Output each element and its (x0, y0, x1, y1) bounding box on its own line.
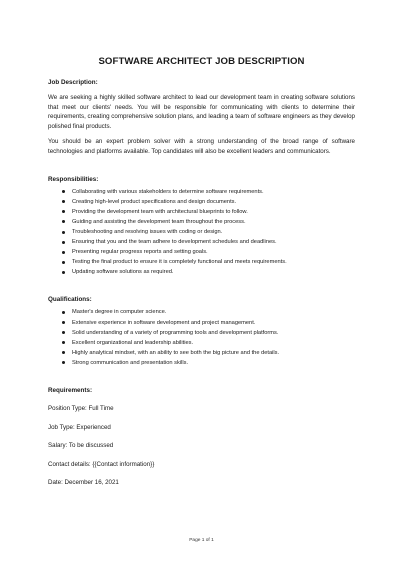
qualifications-list (48, 307, 355, 368)
bullet-icon (62, 331, 65, 334)
list-item: Ensuring that you and the team adhere to development schedules and deadlines. (62, 237, 355, 247)
list-item: Providing the development team with architectural blueprints to follow. (62, 207, 355, 217)
job-description-paragraph: You should be an expert problem solver with a strong understanding of the broad range of software technologies and platforms available. Top candidates will also be excellent leaders and communicators. (48, 138, 355, 155)
bullet-icon (62, 190, 65, 193)
requirements-heading: Requirements: (48, 386, 93, 394)
job-description-paragraph: We are seeking a highly skilled software architect to lead our development team in creating software solutions that meet our clients' needs. You will be responsible for communicating with clients to determine their requirements, creating comprehensive solution plans, and leading a team of software engineers as they develop polished final products. (48, 94, 355, 130)
list-item: Troubleshooting and resolving issues with coding or design. (62, 227, 355, 237)
bullet-icon (62, 200, 65, 203)
bullet-icon (62, 311, 65, 314)
list-item: Master's degree in computer science. (62, 307, 355, 317)
list-item: Presenting regular progress reports and setting goals. (62, 247, 355, 257)
bullet-icon (62, 341, 65, 344)
list-item: Solid understanding of a variety of programming tools and development platforms. (62, 328, 355, 338)
bullet-icon (62, 271, 65, 274)
bullet-icon (62, 351, 65, 354)
page-number-footer: Page 1 of 1 (189, 538, 214, 543)
bullet-icon (62, 231, 65, 234)
responsibilities-section (48, 175, 355, 278)
job-description-heading: Job Description: (48, 79, 98, 86)
qualifications-section (48, 295, 355, 368)
salary-line: Salary: To be discussed (48, 442, 114, 450)
list-item: Updating software solutions as required. (62, 267, 355, 277)
bullet-icon (62, 210, 65, 213)
list-item: Collaborating with various stakeholders to determine software requirements. (62, 187, 355, 197)
document-title: SOFTWARE ARCHITECT JOB DESCRIPTION (98, 56, 305, 67)
bullet-icon (62, 220, 65, 223)
bullet-icon (62, 321, 65, 324)
responsibilities-list (48, 187, 355, 278)
list-item: Highly analytical mindset, with an ability to see both the big picture and the details. (62, 348, 355, 358)
bullet-icon (62, 251, 65, 254)
list-item: Creating high-level product specifications and design documents. (62, 197, 355, 207)
list-item: Strong communication and presentation skills. (62, 358, 355, 368)
bullet-icon (62, 241, 65, 244)
date-line: Date: December 16, 2021 (48, 479, 119, 487)
bullet-icon (62, 361, 65, 364)
bullet-icon (62, 261, 65, 264)
responsibilities-heading: Responsibilities: (48, 175, 99, 183)
list-item: Extensive experience in software development and project management. (62, 318, 355, 328)
job-type-line: Job Type: Experienced (48, 423, 111, 431)
list-item: Testing the final product to ensure it is completely functional and meets requirements. (62, 257, 355, 267)
qualifications-heading: Qualifications: (48, 296, 92, 304)
list-item: Excellent organizational and leadership abilities. (62, 338, 355, 348)
list-item: Guiding and assisting the development team throughout the process. (62, 217, 355, 227)
contact-details-line: Contact details: {{Contact information}} (48, 460, 155, 468)
requirements-section (48, 386, 355, 487)
job-description-section (48, 78, 355, 157)
position-type-line: Position Type: Full Time (48, 404, 114, 412)
